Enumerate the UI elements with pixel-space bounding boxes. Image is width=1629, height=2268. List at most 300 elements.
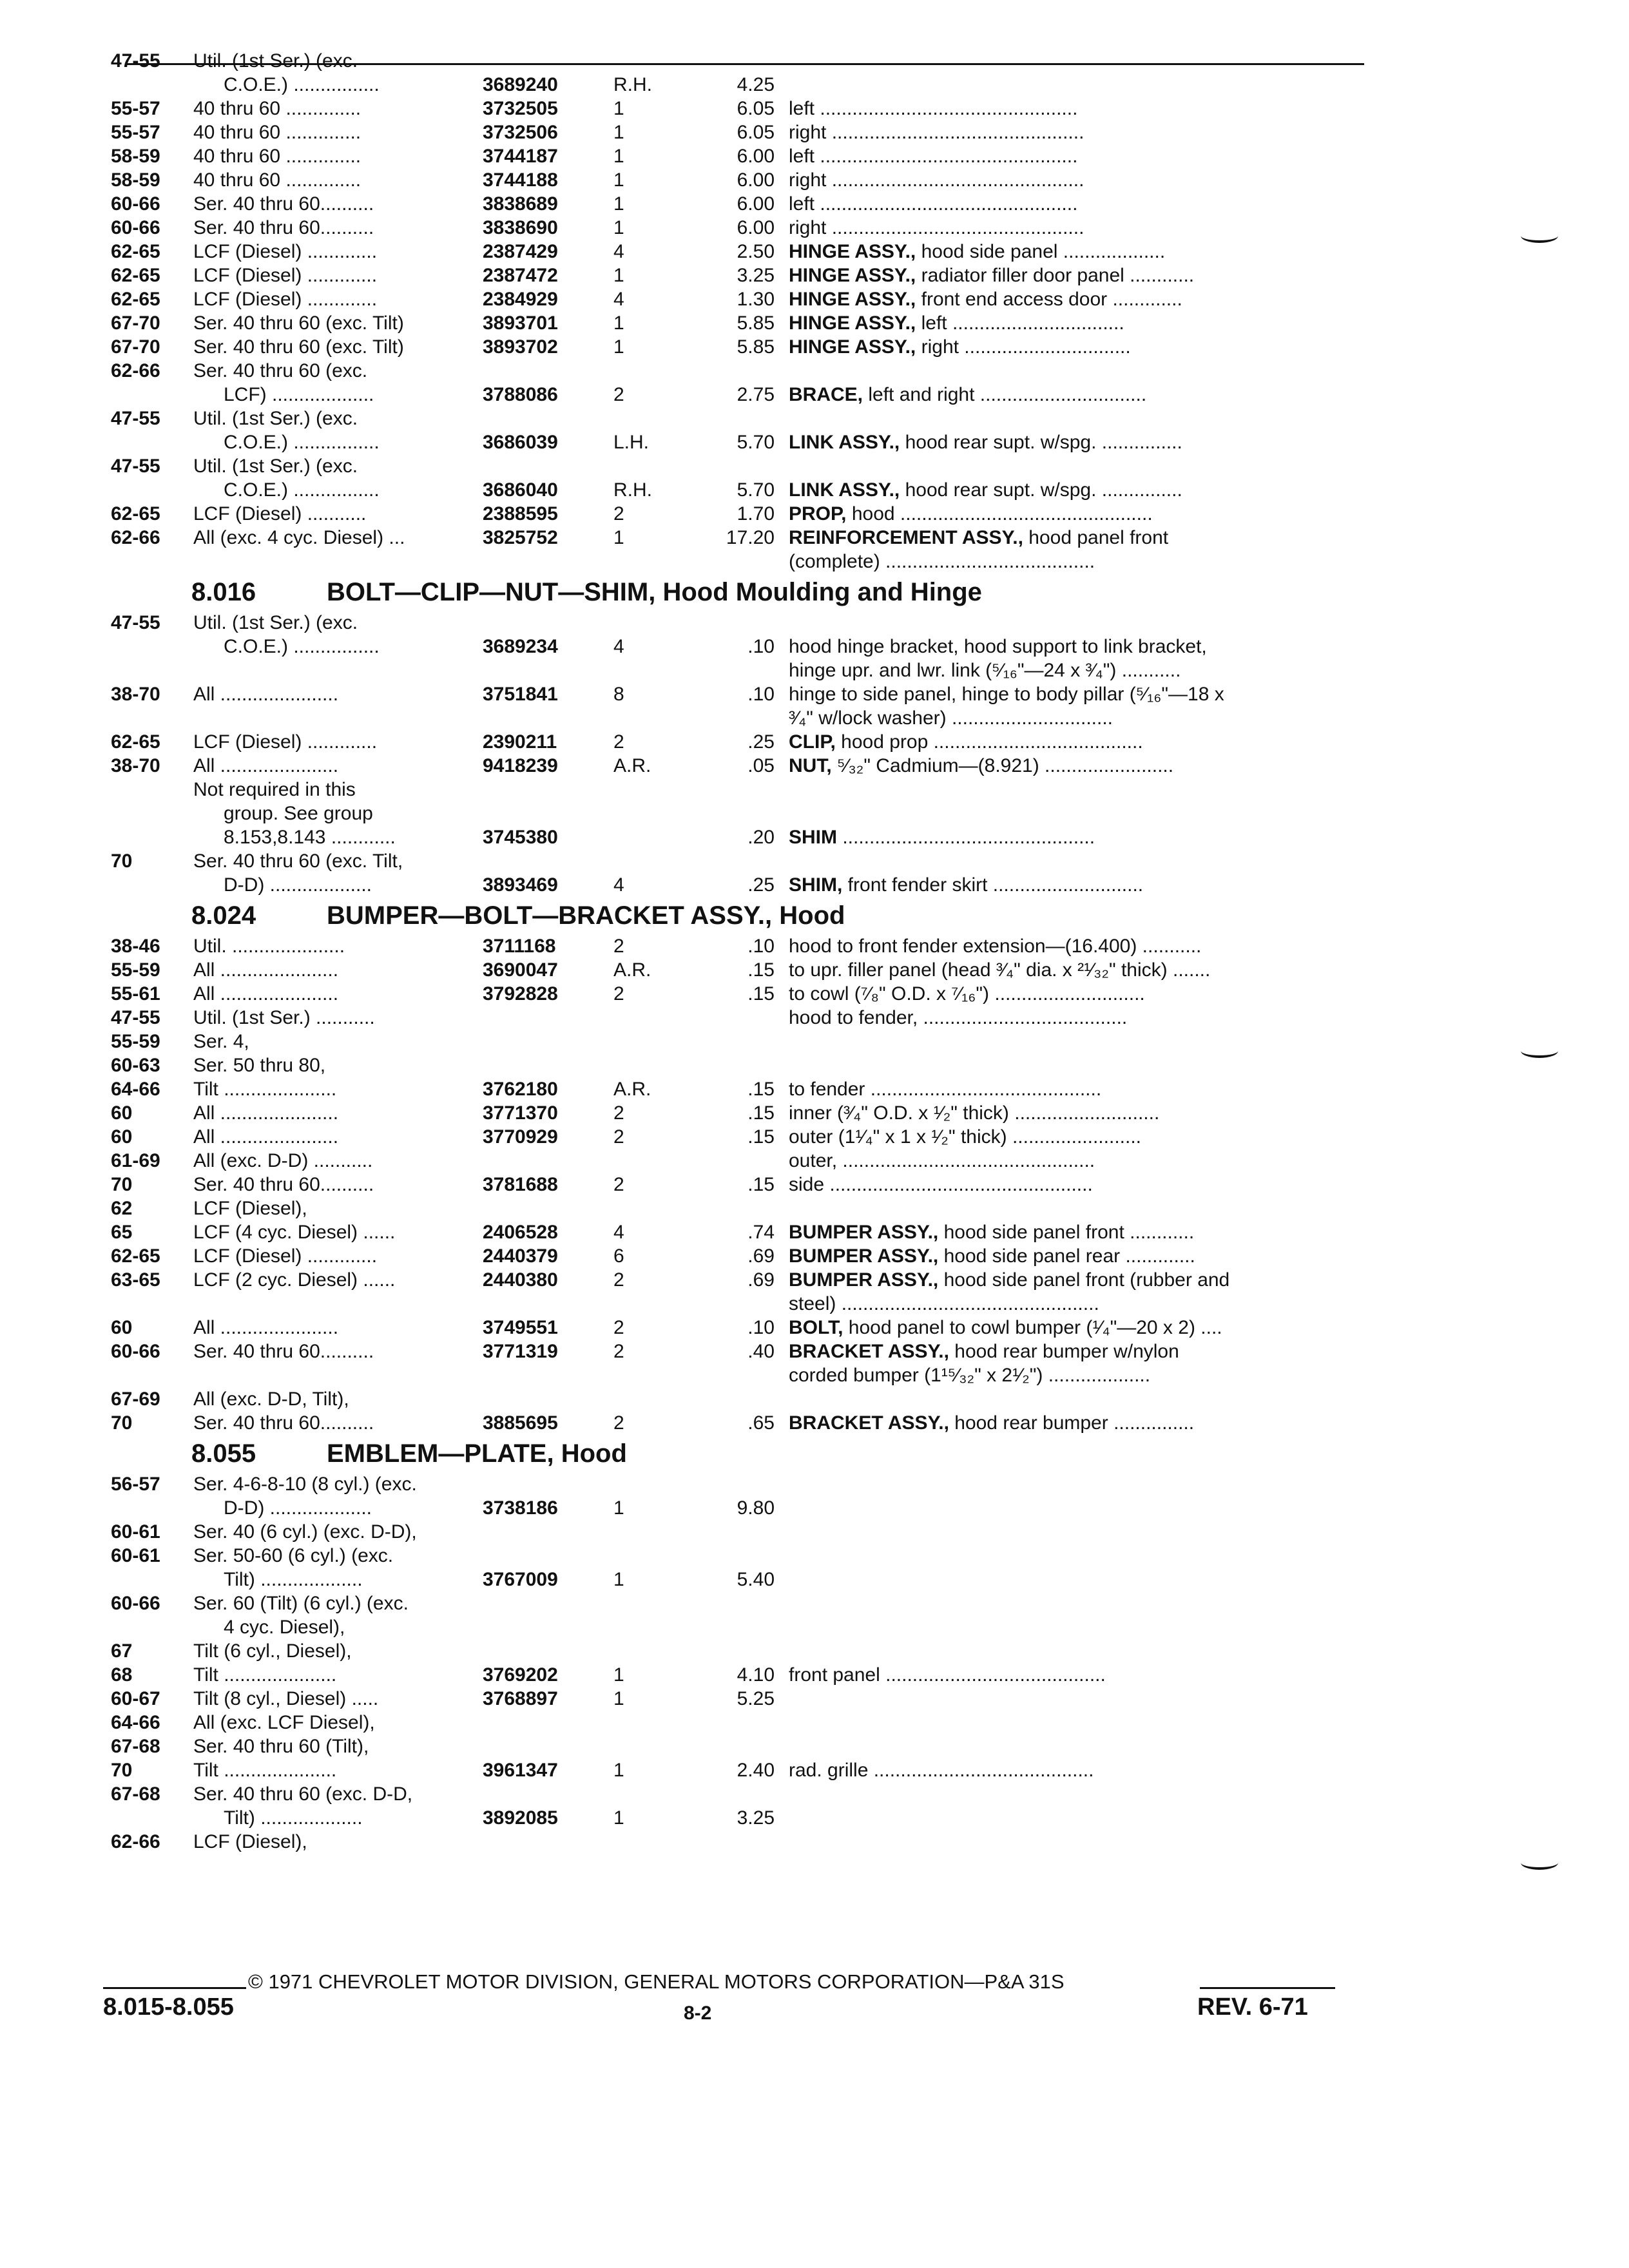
model-application: All (exc. D-D) ........... [193, 1150, 373, 1171]
description-text: to upr. filler panel (head ³⁄₄" dia. x ²¹⁄₃₂" thick) ....... [789, 959, 1211, 981]
model-years: 64-66 [111, 1712, 160, 1733]
part-number: 3767009 [479, 1568, 558, 1591]
page-corner-mark [1521, 1856, 1558, 1870]
model-application: Ser. 40 thru 60 (exc. Tilt) [193, 336, 404, 358]
model-years: 60-66 [111, 1341, 160, 1362]
part-number: 3749551 [479, 1316, 558, 1340]
description-text: hood panel front [1023, 527, 1169, 548]
part-description [789, 1340, 1367, 1363]
table-row [111, 144, 1367, 168]
model-application: Ser. 40 thru 60 (exc. [193, 360, 368, 381]
part-number: 2387429 [479, 240, 558, 264]
model-application: Ser. 40 (6 cyl.) (exc. D-D), [193, 1521, 417, 1542]
model-application: All (exc. D-D, Tilt), [193, 1389, 349, 1410]
quantity: 8 [613, 684, 624, 705]
quantity: 6 [613, 1245, 624, 1267]
model-years: 60 [111, 1317, 133, 1338]
quantity: 2 [613, 983, 624, 1004]
part-number: 2406528 [479, 1220, 558, 1244]
model-application: Ser. 40 thru 60.......... [193, 193, 374, 215]
table-row [111, 658, 1367, 682]
part-description [789, 1006, 1367, 1030]
part-description [789, 754, 1367, 778]
part-description [789, 658, 1367, 682]
part-description [789, 982, 1367, 1006]
model-application: LCF (Diesel) ............. [193, 731, 378, 753]
table-row [111, 1149, 1367, 1173]
list-price: 5.70 [737, 479, 775, 501]
part-description [789, 1292, 1367, 1316]
description-text: right ............................................... [789, 217, 1084, 238]
table-row [111, 1639, 1367, 1663]
list-price: .15 [747, 1126, 775, 1148]
model-years: 47-55 [111, 612, 160, 633]
description-text: ⁵⁄₃₂" Cadmium—(8.921) ........................ [831, 755, 1174, 776]
description-text: right ............................................... [789, 169, 1084, 191]
description-text: outer, ............................................... [789, 1150, 1095, 1171]
section-number: 8.016 [191, 578, 256, 606]
part-name: HINGE ASSY., [789, 336, 916, 358]
quantity: 2 [613, 1102, 624, 1124]
part-name: BUMPER ASSY., [789, 1269, 939, 1291]
description-text: hood side panel rear ............. [938, 1245, 1195, 1267]
part-number: 3738186 [479, 1496, 558, 1520]
quantity: 2 [613, 1269, 624, 1291]
part-description [789, 287, 1367, 311]
model-application: LCF (Diesel) ............. [193, 241, 378, 262]
quantity: L.H. [613, 432, 650, 453]
part-number: 3751841 [479, 682, 558, 706]
part-number: 3792828 [479, 982, 558, 1006]
part-number: 3885695 [479, 1411, 558, 1435]
table-row [111, 1472, 1367, 1496]
table-row [111, 802, 1367, 825]
model-application: 40 thru 60 .............. [193, 146, 361, 167]
list-price: 6.00 [737, 193, 775, 215]
description-text: hood prop ....................................... [835, 731, 1143, 753]
model-application: C.O.E.) ................ [224, 636, 380, 657]
part-name: PROP, [789, 503, 847, 524]
table-row [111, 1591, 1367, 1615]
model-application: D-D) ................... [224, 874, 372, 896]
part-description [789, 1663, 1367, 1687]
table-row [111, 430, 1367, 454]
model-years: 60-66 [111, 217, 160, 238]
table-row [111, 97, 1367, 120]
model-application: C.O.E.) ................ [224, 432, 380, 453]
list-price: 5.85 [737, 312, 775, 334]
description-text: hood rear supt. w/spg. ............... [900, 432, 1182, 453]
model-years: 62-65 [111, 289, 160, 310]
table-row [111, 1387, 1367, 1411]
description-text: hood panel to cowl bumper (¹⁄₄"—20 x 2) .... [843, 1317, 1222, 1338]
model-application: Tilt ..................... [193, 1664, 337, 1686]
model-application: 40 thru 60 .............. [193, 98, 361, 119]
quantity: 1 [613, 1664, 624, 1686]
table-row [111, 359, 1367, 383]
quantity: 2 [613, 1174, 624, 1195]
part-number: 3893702 [479, 335, 558, 359]
list-price: 4.10 [737, 1664, 775, 1686]
description-text: to cowl (⁷⁄₈" O.D. x ⁷⁄₁₆") ............................ [789, 983, 1145, 1004]
quantity: 2 [613, 384, 624, 405]
quantity: 4 [613, 1222, 624, 1243]
table-row [111, 1687, 1367, 1711]
table-row [111, 49, 1367, 73]
model-application: Util. (1st Ser.) (exc. [193, 50, 358, 72]
description-text: left ................................................ [789, 146, 1078, 167]
model-application: Ser. 60 (Tilt) (6 cyl.) (exc. [193, 1593, 409, 1614]
model-application: LCF) ................... [224, 384, 374, 405]
model-application: Ser. 50-60 (6 cyl.) (exc. [193, 1545, 394, 1566]
model-years: 60-61 [111, 1545, 160, 1566]
part-name: SHIM [789, 827, 837, 848]
table-row [111, 1544, 1367, 1568]
part-number: 3771319 [479, 1340, 558, 1363]
quantity: 4 [613, 241, 624, 262]
model-years: 62-65 [111, 241, 160, 262]
model-years: 70 [111, 1174, 133, 1195]
part-description [789, 682, 1367, 706]
description-text: hinge to side panel, hinge to body pillar (⁵⁄₁₆"—18 x [789, 684, 1224, 705]
part-description [789, 635, 1367, 658]
quantity: 4 [613, 636, 624, 657]
model-application: Util. (1st Ser.) (exc. [193, 408, 358, 429]
description-text: left ................................................ [789, 98, 1078, 119]
table-row [111, 730, 1367, 754]
part-number: 3769202 [479, 1663, 558, 1687]
quantity: 1 [613, 193, 624, 215]
part-description [789, 430, 1367, 454]
table-row [111, 1782, 1367, 1806]
description-text: hood side panel front ............ [938, 1222, 1195, 1243]
list-price: .15 [747, 983, 775, 1004]
part-description [789, 706, 1367, 730]
model-application: All ...................... [193, 983, 339, 1004]
part-number: 3893469 [479, 873, 558, 897]
part-name: NUT, [789, 755, 832, 776]
part-number: 3781688 [479, 1173, 558, 1196]
model-years: 67-68 [111, 1783, 160, 1805]
part-number: 3732505 [479, 97, 558, 120]
description-text: hood rear supt. w/spg. ............... [900, 479, 1182, 501]
section-heading [111, 573, 1367, 611]
footer-page-number: 8-2 [684, 2003, 712, 2024]
quantity: 1 [613, 98, 624, 119]
model-application: 40 thru 60 .............. [193, 122, 361, 143]
model-years: 58-59 [111, 146, 160, 167]
list-price: .10 [747, 1317, 775, 1338]
model-years: 70 [111, 850, 133, 872]
part-description [789, 1268, 1367, 1292]
list-price: 17.20 [726, 527, 775, 548]
model-years: 61-69 [111, 1150, 160, 1171]
part-number: 3689240 [479, 73, 558, 97]
table-row [111, 1568, 1367, 1591]
model-application: LCF (Diesel) ........... [193, 503, 367, 524]
part-description [789, 1411, 1367, 1435]
description-text: hood ............................................... [846, 503, 1153, 524]
part-description [789, 730, 1367, 754]
model-application: C.O.E.) ................ [224, 479, 380, 501]
page-corner-mark [1521, 1044, 1558, 1058]
model-years: 47-55 [111, 50, 160, 72]
part-number: 2384929 [479, 287, 558, 311]
list-price: 6.05 [737, 122, 775, 143]
table-row [111, 778, 1367, 802]
part-number: 3768897 [479, 1687, 558, 1711]
part-description [789, 958, 1367, 982]
model-application: C.O.E.) ................ [224, 74, 380, 95]
table-row [111, 611, 1367, 635]
part-description [789, 1077, 1367, 1101]
table-row [111, 73, 1367, 97]
model-years: 68 [111, 1664, 133, 1686]
part-description [789, 1758, 1367, 1782]
model-application: 40 thru 60 .............. [193, 169, 361, 191]
part-description [789, 1173, 1367, 1196]
model-years: 47-55 [111, 456, 160, 477]
model-years: 67-68 [111, 1736, 160, 1757]
part-description [789, 97, 1367, 120]
model-application: Ser. 40 thru 60.......... [193, 217, 374, 238]
part-name: REINFORCEMENT ASSY., [789, 527, 1023, 548]
part-number: 3744188 [479, 168, 558, 192]
part-description [789, 502, 1367, 526]
table-row [111, 264, 1367, 287]
part-description [789, 192, 1367, 216]
list-price: 4.25 [737, 74, 775, 95]
model-years: 60-67 [111, 1688, 160, 1709]
table-row [111, 849, 1367, 873]
model-years: 62-66 [111, 527, 160, 548]
part-name: BRACKET ASSY., [789, 1412, 949, 1434]
list-price: .10 [747, 636, 775, 657]
table-row [111, 1268, 1367, 1292]
table-row [111, 335, 1367, 359]
model-application: Tilt ..................... [193, 1079, 337, 1100]
model-years: 56-57 [111, 1474, 160, 1495]
part-name: LINK ASSY., [789, 432, 900, 453]
quantity: 2 [613, 1317, 624, 1338]
table-row [111, 1292, 1367, 1316]
description-text: radiator filler door panel ............ [916, 265, 1195, 286]
quantity: 1 [613, 312, 624, 334]
part-number: 2440379 [479, 1244, 558, 1268]
section-title: EMBLEM—PLATE, Hood [327, 1439, 627, 1468]
part-description [789, 264, 1367, 287]
part-number: 3690047 [479, 958, 558, 982]
quantity: A.R. [613, 755, 651, 776]
part-number: 2388595 [479, 502, 558, 526]
parts-listing [111, 49, 1367, 1854]
part-number: 3711168 [479, 934, 555, 958]
part-number: 3745380 [479, 825, 558, 849]
description-text: ............................................... [837, 827, 1095, 848]
list-price: .40 [747, 1341, 775, 1362]
list-price: 6.00 [737, 217, 775, 238]
model-application: Util. (1st Ser.) (exc. [193, 612, 358, 633]
footer-revision: REV. 6-71 [1197, 1994, 1308, 2021]
description-text: left ................................................ [789, 193, 1078, 215]
part-number: 3770929 [479, 1125, 558, 1149]
table-row [111, 192, 1367, 216]
list-price: .20 [747, 827, 775, 848]
model-years: 47-55 [111, 1007, 160, 1028]
model-years: 62-66 [111, 1831, 160, 1852]
part-number: 2387472 [479, 264, 558, 287]
list-price: 1.70 [737, 503, 775, 524]
description-text: left ................................ [916, 312, 1124, 334]
quantity: 1 [613, 1569, 624, 1590]
model-years: 62-65 [111, 731, 160, 753]
description-text: outer (1¹⁄₄" x 1 x ¹⁄₂" thick) ........................ [789, 1126, 1141, 1148]
part-name: BUMPER ASSY., [789, 1245, 939, 1267]
model-years: 55-59 [111, 1031, 160, 1052]
table-row [111, 1496, 1367, 1520]
quantity: 2 [613, 503, 624, 524]
list-price: 6.00 [737, 169, 775, 191]
quantity: R.H. [613, 479, 652, 501]
table-row [111, 754, 1367, 778]
table-row [111, 1615, 1367, 1639]
quantity: 2 [613, 936, 624, 957]
table-row [111, 216, 1367, 240]
part-number: 3744187 [479, 144, 558, 168]
table-row [111, 1006, 1367, 1030]
part-number: 2390211 [479, 730, 557, 754]
model-application: Tilt) ................... [224, 1807, 363, 1829]
part-description [789, 550, 1367, 573]
part-number: 3893701 [479, 311, 558, 335]
model-application: LCF (Diesel) ............. [193, 1245, 378, 1267]
model-years: 63-65 [111, 1269, 160, 1291]
list-price: 2.50 [737, 241, 775, 262]
part-description [789, 825, 1367, 849]
quantity: A.R. [613, 959, 651, 981]
model-years: 55-57 [111, 122, 160, 143]
model-application: LCF (Diesel) ............. [193, 289, 378, 310]
table-row [111, 287, 1367, 311]
model-years: 70 [111, 1760, 133, 1781]
list-price: .74 [747, 1222, 775, 1243]
model-application: All ...................... [193, 1317, 339, 1338]
model-application: Tilt (8 cyl., Diesel) ..... [193, 1688, 379, 1709]
description-text: corded bumper (1¹⁵⁄₃₂" x 2¹⁄₂") ................... [789, 1365, 1151, 1386]
description-text: to fender ........................................... [789, 1079, 1102, 1100]
part-name: CLIP, [789, 731, 836, 753]
table-row [111, 1053, 1367, 1077]
table-row [111, 120, 1367, 144]
table-row [111, 873, 1367, 897]
model-application: Ser. 50 thru 80, [193, 1055, 326, 1076]
table-row [111, 1806, 1367, 1830]
quantity: 2 [613, 1412, 624, 1434]
part-number: 3961347 [479, 1758, 558, 1782]
model-application: All ...................... [193, 1126, 339, 1148]
model-application: All ...................... [193, 755, 339, 776]
model-years: 60-66 [111, 193, 160, 215]
quantity: 2 [613, 731, 624, 753]
quantity: 1 [613, 122, 624, 143]
model-application: LCF (2 cyc. Diesel) ...... [193, 1269, 396, 1291]
section-title: BOLT—CLIP—NUT—SHIM, Hood Moulding and Hinge [327, 578, 982, 606]
part-number: 3788086 [479, 383, 558, 407]
quantity: 1 [613, 146, 624, 167]
model-years: 62-65 [111, 1245, 160, 1267]
section-number: 8.024 [191, 901, 256, 930]
list-price: 2.75 [737, 384, 775, 405]
part-description [789, 478, 1367, 502]
description-text: ³⁄₄" w/lock washer) .............................. [789, 707, 1113, 729]
table-row [111, 454, 1367, 478]
part-description [789, 144, 1367, 168]
table-row [111, 1220, 1367, 1244]
part-description [789, 1363, 1367, 1387]
model-application: 8.153,8.143 ............ [224, 827, 396, 848]
list-price: .10 [747, 936, 775, 957]
list-price: .69 [747, 1269, 775, 1291]
model-years: 60-63 [111, 1055, 160, 1076]
description-text: right ............................................... [789, 122, 1084, 143]
model-years: 55-59 [111, 959, 160, 981]
model-application: Tilt ..................... [193, 1760, 337, 1781]
table-row [111, 1030, 1367, 1053]
description-text: rad. grille ......................................... [789, 1760, 1094, 1781]
table-row [111, 526, 1367, 550]
model-application: Util. (1st Ser.) (exc. [193, 456, 358, 477]
list-price: 5.85 [737, 336, 775, 358]
table-row [111, 1316, 1367, 1340]
table-row [111, 478, 1367, 502]
description-text: hinge upr. and lwr. link (⁵⁄₁₆"—24 x ³⁄₄") ........... [789, 660, 1181, 681]
part-description [789, 240, 1367, 264]
model-years: 62-65 [111, 265, 160, 286]
list-price: 9.80 [737, 1497, 775, 1519]
table-row [111, 1101, 1367, 1125]
quantity: 1 [613, 265, 624, 286]
model-application: group. See group [224, 803, 373, 824]
table-row [111, 1196, 1367, 1220]
list-price: .25 [747, 731, 775, 753]
model-years: 55-57 [111, 98, 160, 119]
model-years: 67 [111, 1640, 133, 1662]
model-years: 38-70 [111, 755, 160, 776]
table-row [111, 825, 1367, 849]
table-row [111, 407, 1367, 430]
description-text: hood rear bumper w/nylon [949, 1341, 1179, 1362]
table-row [111, 383, 1367, 407]
description-text: hood side panel ................... [916, 241, 1166, 262]
section-heading [111, 897, 1367, 934]
description-text: front panel ......................................... [789, 1664, 1106, 1686]
model-application: LCF (Diesel) ............. [193, 265, 378, 286]
quantity: A.R. [613, 1079, 651, 1100]
description-text: right ............................... [916, 336, 1131, 358]
part-number: 3689234 [479, 635, 558, 658]
quantity: 1 [613, 1497, 624, 1519]
description-text: (complete) ....................................... [789, 551, 1095, 572]
part-number: 3838690 [479, 216, 558, 240]
description-text: inner (³⁄₄" O.D. x ¹⁄₂" thick) ........................... [789, 1102, 1160, 1124]
model-years: 62 [111, 1198, 133, 1219]
model-years: 60-66 [111, 1593, 160, 1614]
model-years: 65 [111, 1222, 133, 1243]
part-name: HINGE ASSY., [789, 289, 916, 310]
table-row [111, 240, 1367, 264]
quantity: 1 [613, 336, 624, 358]
quantity: 1 [613, 1760, 624, 1781]
